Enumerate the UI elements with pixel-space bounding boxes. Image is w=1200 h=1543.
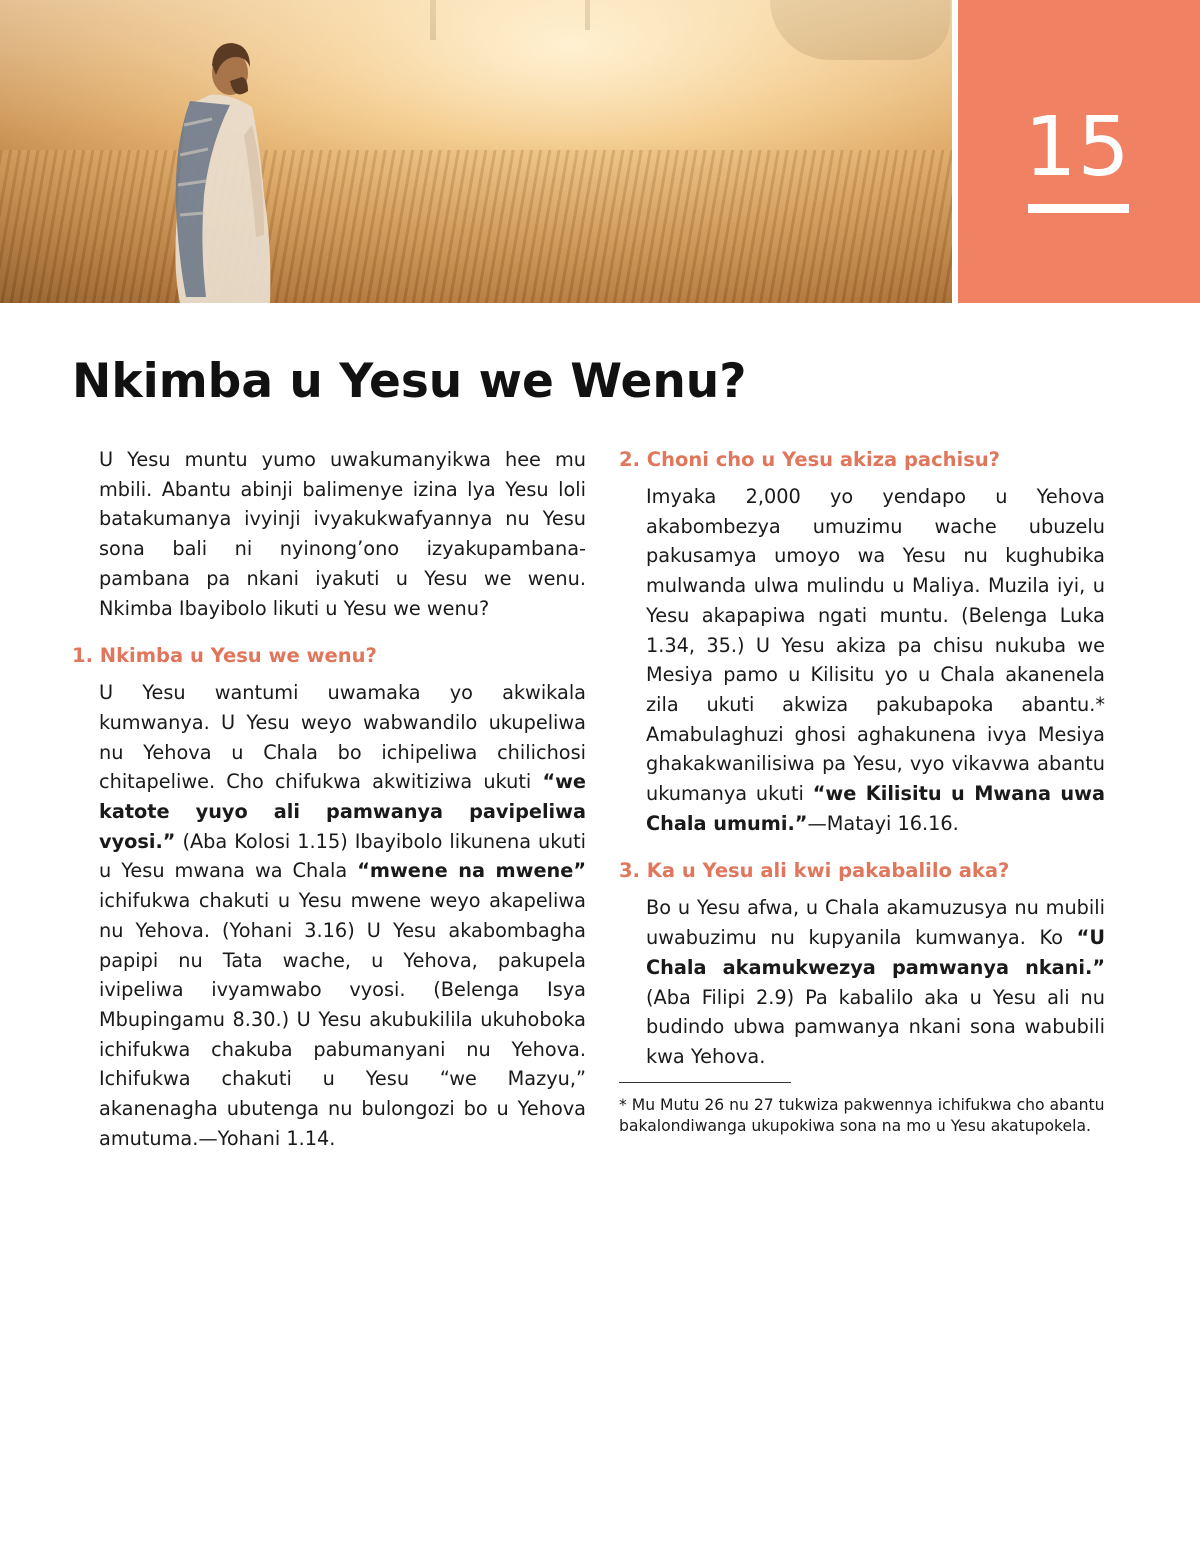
quote-bold: “we katote yuyo ali pamwanya pavipeliwa vyosi.” xyxy=(99,770,586,853)
text-run: (Aba Kolosi 1.15) Ibayibolo likunena ukuti u Yesu mwana wa Chala xyxy=(99,829,586,883)
right-column xyxy=(619,445,1105,1137)
text-run: —Matayi 16.16. xyxy=(807,811,959,835)
text-run: (Aba Filipi 2.9) Pa kabalilo aka u Yesu ali nu budindo ubwa pamwanya nkani sona wabubili kwa Yehova. xyxy=(646,985,1105,1068)
chapter-underline xyxy=(1028,204,1129,213)
section-3-heading: 3. Ka u Yesu ali kwi pakabalilo aka? xyxy=(619,859,1010,883)
footnote-divider xyxy=(619,1082,791,1083)
section-2-heading: 2. Choni cho u Yesu akiza pachisu? xyxy=(619,448,1000,471)
section-1-heading: 1. Nkimba u Yesu we wenu? xyxy=(72,644,377,668)
quote-bold: “we Kilisitu u Mwana uwa Chala umumi.” xyxy=(646,782,1105,835)
text-run: ichifukwa chakuti u Yesu mwene weyo akapeliwa nu Yehova. (Yohani 3.16) U Yesu akabombagha papipi nu Tata wache, u Yehova, pakupela ivipeliwa ivyamwabo vyosi. (Belenga Isya Mbupingamu 8.30.) U Yesu akubukilila ukuhoboka ichifukwa chakuba pabumanyani nu Yehova. Ichifukwa chakuti u Yesu “we Mazyu,” akanenagha ubutenga nu bulongozi bo u Yehova amutuma.—Yohani 1.14. xyxy=(99,889,586,1150)
section-2-paragraph xyxy=(619,482,1105,838)
footnote: * Mu Mutu 26 nu 27 tukwiza pakwennya ichifukwa cho abantu bakalondiwanga ukupokiwa sona na mo u Yesu akatupokela. xyxy=(619,1095,1105,1135)
chapter-number: 15 xyxy=(1024,100,1131,195)
quote-bold: “U Chala akamukwezya pamwanya nkani.” xyxy=(646,926,1105,979)
hero-image xyxy=(0,0,952,303)
intro-paragraph: U Yesu muntu yumo uwakumanyikwa hee mu mbili. Abantu abinji balimenye izina lya Yesu loli batakumanya ivyinji ivyakukwafyannya nu Yesu sona bali ni nyinong’ono izyakupambana-pambana pa nkani iyakuti u Yesu we wenu. Nkimba Ibayibolo likuti u Yesu we wenu? xyxy=(99,448,586,620)
text-run: Imyaka 2,000 yo yendapo u Yehova akabombezya umuzimu wache ubuzelu pakusamya umoyo wa Yesu nu kughubika mulwanda ulwa mulindu u Maliya. Muzila iyi, u Yesu akapapiwa ngati muntu. (Belenga Luka 1.34, 35.) U Yesu akiza pa chisu nukuba we Mesiya pamo u Kilisitu yo u Chala akanenela zila ukuti akwiza pakubapoka abantu.* Amabulaghuzi ghosi aghakunena ivya Mesiya ghakakwanilisiwa pa Yesu, vyo vikavwa abantu ukumanya ukuti xyxy=(646,485,1105,806)
section-3-paragraph xyxy=(619,893,1105,1071)
walking-man-figure xyxy=(160,35,280,303)
quote-bold: “mwene na mwene” xyxy=(357,859,586,883)
left-column xyxy=(72,445,586,1153)
text-run: Bo u Yesu afwa, u Chala akamuzusya nu mubili uwabuzimu nu kupyanila kumwanya. Ko xyxy=(646,896,1105,950)
text-run: U Yesu wantumi uwamaka yo akwikala kumwanya. U Yesu weyo wabwandilo ukupeliwa nu Yehova u Chala bo ichipeliwa chilichosi chitapeliwe. Cho chifukwa akwitiziwa ukuti xyxy=(99,681,586,794)
section-1-paragraph xyxy=(72,678,586,1153)
page-title: Nkimba u Yesu we Wenu? xyxy=(72,354,747,409)
sunlight-haze xyxy=(0,0,952,303)
